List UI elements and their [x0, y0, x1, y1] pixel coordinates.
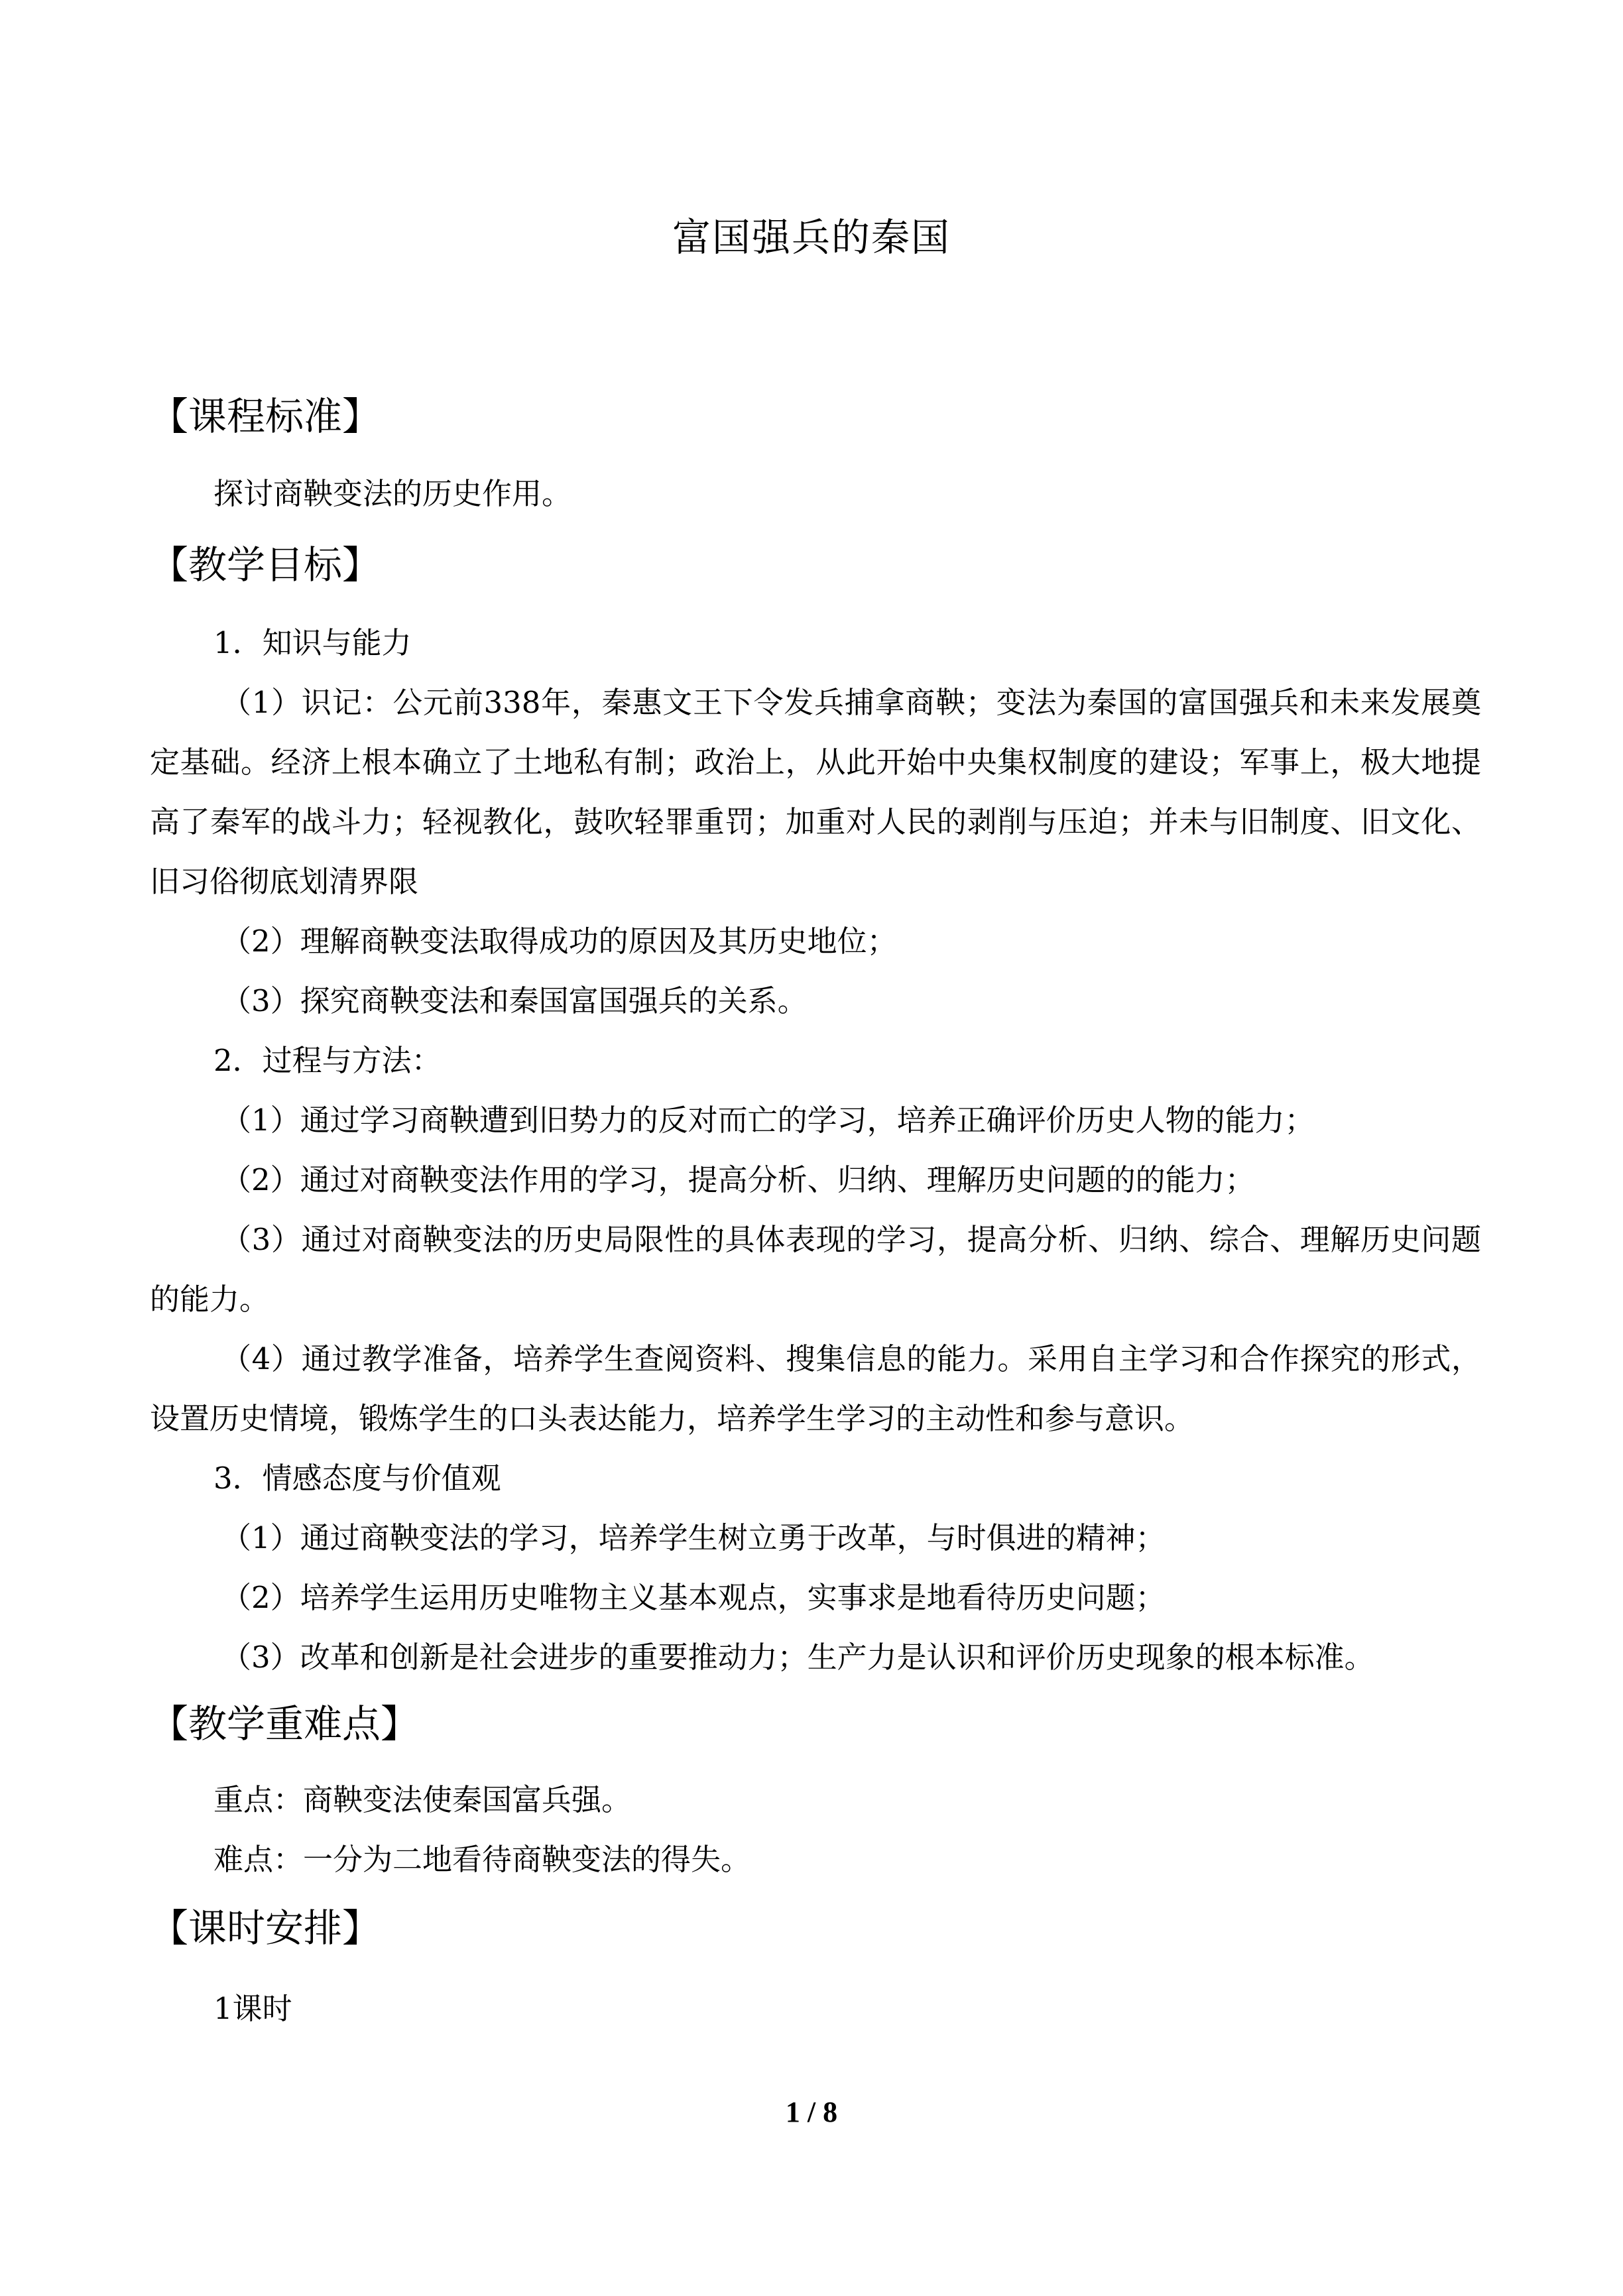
objective-part2-item1: （1）通过学习商鞅遭到旧势力的反对而亡的学习，培养正确评价历史人物的能力；: [221, 1103, 1315, 1138]
key-point-difficulty: 难点：一分为二地看待商鞅变法的得失。: [213, 1842, 751, 1877]
section-heading-key-points: 【教学重难点】: [150, 1701, 420, 1746]
objective-part2-title: 2．过程与方法：: [213, 1043, 442, 1078]
document-title: 富国强兵的秦国: [672, 215, 951, 260]
key-point-focus: 重点：商鞅变法使秦国富兵强。: [213, 1782, 632, 1817]
objective-part1-item2: （2）理解商鞅变法取得成功的原因及其历史地位；: [221, 924, 897, 959]
objective-part2-item2: （2）通过对商鞅变法作用的学习，提高分析、归纳、理解历史问题的的能力；: [221, 1162, 1255, 1197]
objective-part3-item1: （1）通过商鞅变法的学习，培养学生树立勇于改革，与时俱进的精神；: [221, 1520, 1166, 1555]
page-number: 1 / 8: [785, 2096, 838, 2128]
objective-part1-item3: （3）探究商鞅变法和秦国富国强兵的关系。: [221, 983, 808, 1018]
section-heading-course-standard: 【课程标准】: [150, 394, 381, 439]
objective-part3-item3: （3）改革和创新是社会进步的重要推动力；生产力是认识和评价历史现象的根本标准。: [221, 1640, 1374, 1675]
course-standard-text: 探讨商鞅变法的历史作用。: [213, 476, 572, 511]
section-heading-schedule: 【课时安排】: [150, 1905, 381, 1951]
objective-part2-item3: （3）通过对商鞅变法的历史局限性的具体表现的学习，提高分析、归纳、综合、理解历史问题的能力。: [150, 1222, 1481, 1317]
objective-part3-item2: （2）培养学生运用历史唯物主义基本观点，实事求是地看待历史问题；: [221, 1580, 1166, 1615]
schedule-text: 1课时: [213, 1991, 292, 2026]
objective-part1-item1: （1）识记：公元前338年，秦惠文王下令发兵捕拿商鞅；变法为秦国的富国强兵和未来发展奠定基础。经济上根本确立了土地私有制；政治上，从此开始中央集权制度的建设；军事上，极大地提高了秦军的战斗力；轻视教化，鼓吹轻罪重罚；加重对人民的剥削与压迫；并未与旧制度、旧文化、旧习俗彻底划清界限: [150, 685, 1481, 899]
section-heading-teaching-objectives: 【教学目标】: [150, 542, 381, 587]
objective-part2-item4: （4）通过教学准备，培养学生查阅资料、搜集信息的能力。采用自主学习和合作探究的形式，设置历史情境，锻炼学生的口头表达能力，培养学生学习的主动性和参与意识。: [150, 1341, 1481, 1436]
objective-part3-title: 3．情感态度与价值观: [213, 1461, 501, 1496]
objective-part1-title: 1．知识与能力: [213, 625, 412, 660]
